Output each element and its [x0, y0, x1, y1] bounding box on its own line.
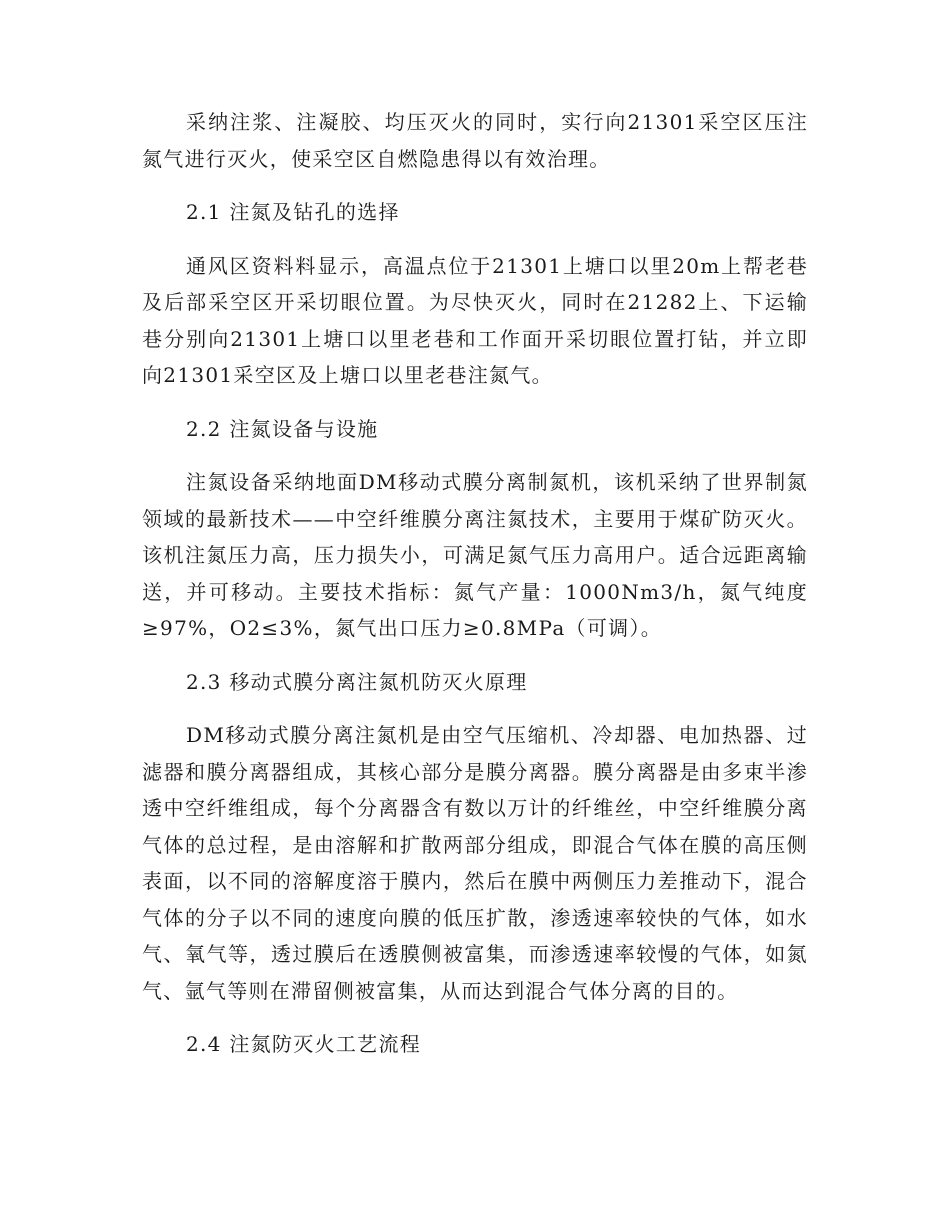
- paragraph-equipment: 注氮设备采纳地面DM移动式膜分离制氮机，该机采纳了世界制氮领域的最新技术——中空纤维膜分离注氮技术，主要用于煤矿防灭火。该机注氮压力高，压力损失小，可满足氮气压力高用户。适合远距离输送，并可移动。主要技术指标：氮气产量：1000Nm3/h，氮气纯度≥97%，O2≤3%，氮气出口压力≥0.8MPa（可调）。: [142, 470, 808, 640]
- section-heading-2-3: 2.3 移动式膜分离注氮机防灭火原理: [186, 669, 528, 694]
- section-heading-2-2: 2.2 注氮设备与设施: [186, 416, 379, 441]
- section-heading-2-4: 2.4 注氮防灭火工艺流程: [186, 1032, 422, 1056]
- paragraph-membrane-principle: DM移动式膜分离注氮机是由空气压缩机、冷却器、电加热器、过滤器和膜分离器组成，其核心部分是膜分离器。膜分离器是由多束半渗透中空纤维组成，每个分离器含有数以万计的纤维丝，中空纤维膜分离气体的总过程，是由溶解和扩散两部分组成，即混合气体在膜的高压侧表面，以不同的溶解度溶于膜内，然后在膜中两侧压力差推动下，混合气体的分子以不同的速度向膜的低压扩散，渗透速率较快的气体，如水气、氧气等，透过膜后在透膜侧被富集，而渗透速率较慢的气体，如氮气、氩气等则在滞留侧被富集，从而达到混合气体分离的目的。: [142, 723, 808, 1003]
- document-page: [142, 104, 808, 1063]
- section-heading-2-1: 2.1 注氮及钻孔的选择: [186, 200, 400, 224]
- paragraph-nitrogen-injection-intro: 采纳注浆、注凝胶、均压灭火的同时，实行向21301采空区压注氮气进行灭火，使采空区自燃隐患得以有效治理。: [142, 110, 808, 171]
- paragraph-drilling-selection: 通风区资料料显示，高温点位于21301上塘口以里20m上帮老巷及后部采空区开采切眼位置。为尽快灭火，同时在21282上、下运输巷分别向21301上塘口以里老巷和工作面开采切眼位置打钻，并立即向21301采空区及上塘口以里老巷注氮气。: [142, 253, 808, 387]
